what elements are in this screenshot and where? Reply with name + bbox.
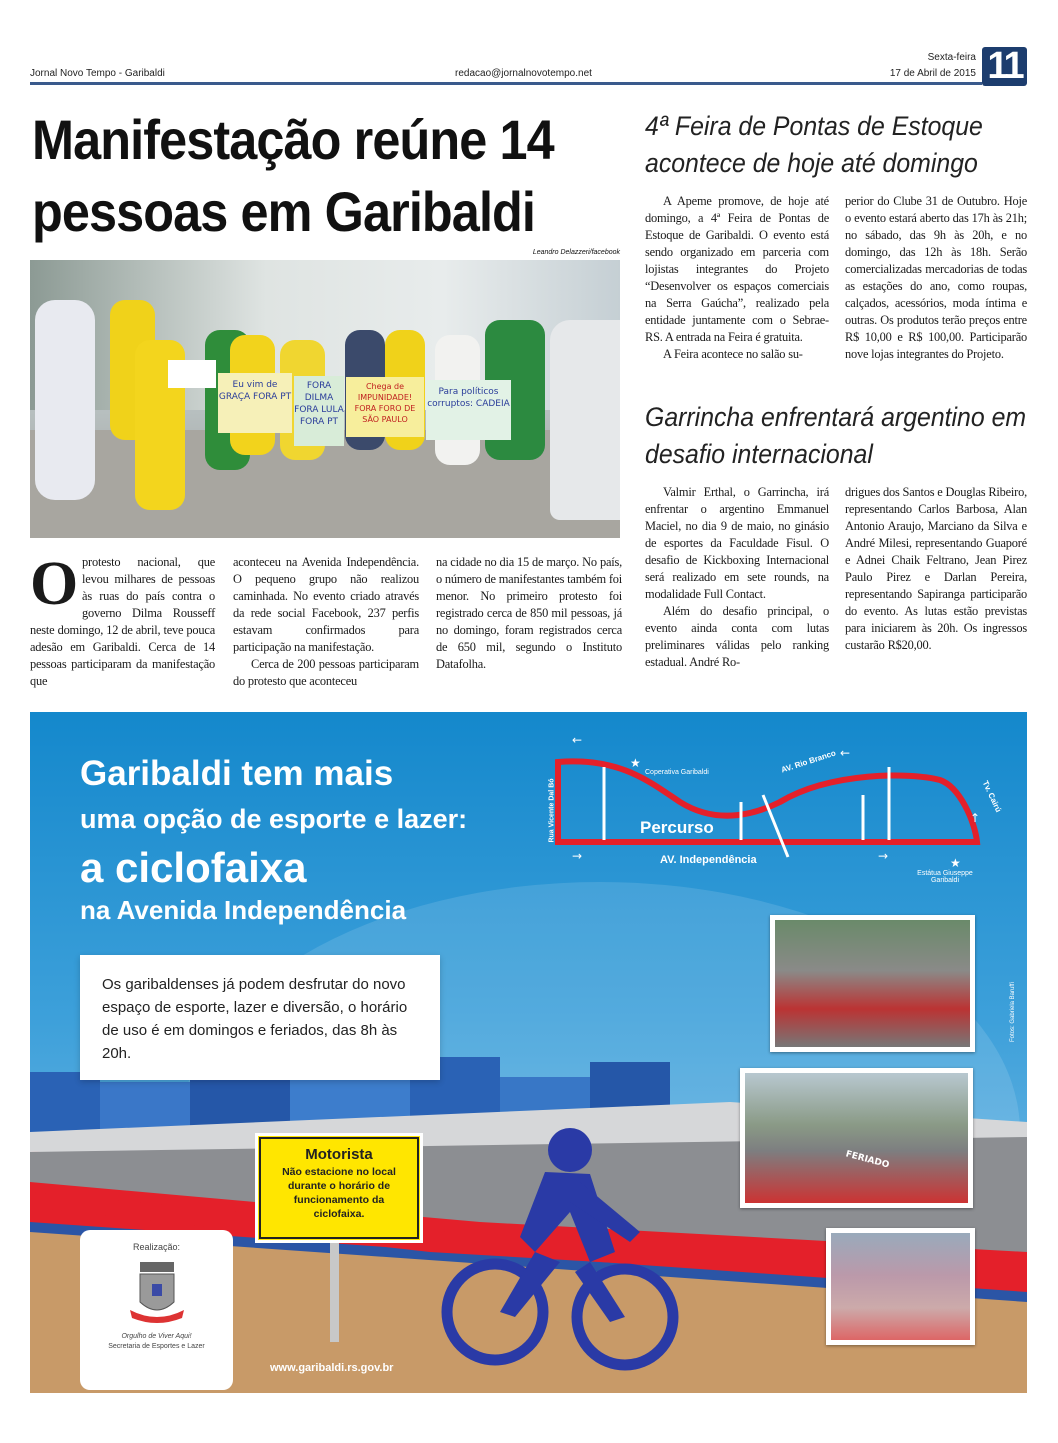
svg-text:★: ★ bbox=[630, 756, 641, 770]
svg-text:↑: ↑ bbox=[970, 811, 981, 825]
main-article-col-2: aconteceu na Avenida Independência. O pequeno grupo não realizou caminhada. No evento criado através da rede social Facebook, 237 perfis estavam confirmados para participação na manifestação. Cerca de 200 pessoas participaram do protesto que aconteceu bbox=[233, 555, 419, 688]
ad-photo-road bbox=[740, 1068, 973, 1208]
newspaper-email[interactable]: redacao@jornalnovotempo.net bbox=[455, 68, 592, 79]
svg-text:←: ← bbox=[572, 733, 583, 747]
svg-text:←: ← bbox=[840, 746, 851, 760]
svg-text:→: → bbox=[572, 849, 583, 863]
weekday: Sexta-feira bbox=[927, 52, 976, 63]
ad-title-4: na Avenida Independência bbox=[80, 895, 407, 925]
protest-sign: Chega de IMPUNIDADE! FORA FORO DE SÃO PAULO bbox=[346, 377, 424, 437]
ciclofaixa-ad bbox=[30, 712, 1027, 1393]
svg-text:★: ★ bbox=[950, 856, 961, 870]
cyclist-illustration bbox=[440, 1112, 680, 1382]
map-poi-estatua: Estátua Giuseppe Garibaldi bbox=[917, 870, 973, 884]
sign-text: Não estacione no local durante o horário de funcionamento da ciclofaixa. bbox=[282, 1166, 396, 1220]
garrincha-col-1: Valmir Erthal, o Garrincha, irá enfrentar o argentino Emmanuel Maciel, no dia 9 de maio, no ginásio de esportes da Faculdade Fisul. O desafio de Kickboxing Internacional será realizado em sete rounds, na modalidade Full Contact. Além do desafio principal, o evento ainda conta com lutas preliminares válidas pelo ranking estadual. André Ro- bbox=[645, 485, 829, 669]
ad-body-box: Os garibaldenses já podem desfrutar do novo espaço de esporte, lazer e diversão, o horário de uso é em domingos e feriados, das 8h às 20h. bbox=[80, 955, 440, 1080]
realizacao-box bbox=[80, 1230, 233, 1390]
secretaria: Secretaria de Esportes e Lazer bbox=[108, 1343, 205, 1350]
garrincha-col-2: drigues dos Santos e Douglas Ribeiro, representando Carlos Barbosa, Alan Antonio Araujo, Marciano da Silva e André Milesi, representando Guaporé e Adnei Chaik Feltrano, Jean Pirez Paulo Pirez e Darlan Pereira, representando Sapiranga participarão do evento. As lutas estão previstas para iniciarem às 20h. Os ingressos custarão R$20,00. bbox=[845, 485, 1027, 652]
map-percurso: Percurso bbox=[640, 818, 714, 837]
protest-sign: Eu vim de GRAÇA FORA PT bbox=[218, 373, 292, 433]
drop-cap: O bbox=[30, 550, 79, 618]
sign-title: Motorista bbox=[305, 1146, 373, 1163]
feira-headline: 4ª Feira de Pontas de Estoque acontece de hoje até domingo bbox=[645, 111, 983, 178]
newspaper-name: Jornal Novo Tempo - Garibaldi bbox=[30, 68, 165, 79]
protest-sign: Para políticos corruptos: CADEIA bbox=[426, 380, 511, 440]
ad-photo-kids bbox=[826, 1228, 975, 1345]
map-tv-cairu: Tv. Cairú bbox=[980, 779, 1004, 814]
ad-photo-credit: Fotos: Gabriela Baruffi bbox=[1010, 982, 1016, 1042]
main-headline: Manifestação reúne 14 pessoas em Garibaldi bbox=[32, 108, 554, 243]
map-poi-cooperativa: Coperativa Garibaldi bbox=[645, 769, 709, 776]
protest-sign: FORA DILMA FORA LULA FORA PT bbox=[294, 376, 344, 446]
map-av-independencia: AV. Independência bbox=[660, 854, 757, 866]
garrincha-headline: Garrincha enfrentará argentino em desafio internacional bbox=[645, 402, 1027, 469]
slogan: Orgulho de Viver Aqui! bbox=[121, 1333, 192, 1340]
page-number: 11 bbox=[982, 47, 1027, 86]
road-marking-text: FERIADO bbox=[844, 1149, 891, 1171]
ad-title-3: a ciclofaixa bbox=[80, 844, 307, 891]
realizacao-label: Realização: bbox=[132, 1242, 181, 1252]
date: 17 de Abril de 2015 bbox=[889, 68, 976, 79]
main-article-col-1: Oprotesto nacional, que levou milhares de pessoas às ruas do país contra o governo Dilma Rousseff neste domingo, 12 de abril, teve pouca adesão em Garibaldi. Cerca de 14 pessoas participaram da manifestação que bbox=[30, 550, 215, 688]
svg-text:→: → bbox=[878, 849, 889, 863]
feira-col-2: perior do Clube 31 de Outubro. Hoje o evento estará aberto das 17h às 21h; no sábado, das 9h às 20h, e no domingo, das 12h às 18h. Serão comercializadas mercadorias de todas as estações do ano, como roupas, calçados, acessórios, moda íntima e outras. Os produtos terão preços entre R$ 10,00 e R$ 100,00. Participarão nove lojas integrantes do Projeto. bbox=[845, 194, 1027, 361]
header-rule bbox=[30, 82, 982, 85]
ad-title-2: uma opção de esporte e lazer: bbox=[80, 804, 468, 834]
map-av-rio-branco: AV. Rio Branco bbox=[780, 748, 837, 775]
motorista-sign bbox=[255, 1133, 423, 1243]
feira-col-1: A Apeme promove, de hoje até domingo, a 4ª Feira de Pontas de Estoque de Garibaldi. O evento está sendo organizado em parceria com lojistas integrantes do Projeto “Desenvolver os espaços comerciais na Serra Gaúcha”, realizado pela entidade juntamente com o Sebrae-RS. A entrada na Feira é gratuita. A Feira acontece no salão su- bbox=[645, 194, 829, 361]
ad-url[interactable]: www.garibaldi.rs.gov.br bbox=[270, 1362, 394, 1374]
garibaldi-coat-of-arms-icon bbox=[122, 1258, 192, 1328]
ad-photo-cyclists bbox=[770, 915, 975, 1052]
protest-photo bbox=[30, 260, 620, 538]
photo-credit: Leandro Delazzeri/facebook bbox=[532, 249, 620, 256]
main-article-col-3: na cidade no dia 15 de março. No país, o número de manifestantes também foi menor. No primeiro protesto foi registrado cerca de 850 mil pessoas, já no domingo, foram registrados cerca de 650 mil, segundo o Instituto Datafolha. bbox=[436, 555, 622, 671]
ad-title-1: Garibaldi tem mais bbox=[80, 754, 394, 793]
map-rua-vicente: Rua Vicente Dal Bó bbox=[548, 778, 556, 843]
